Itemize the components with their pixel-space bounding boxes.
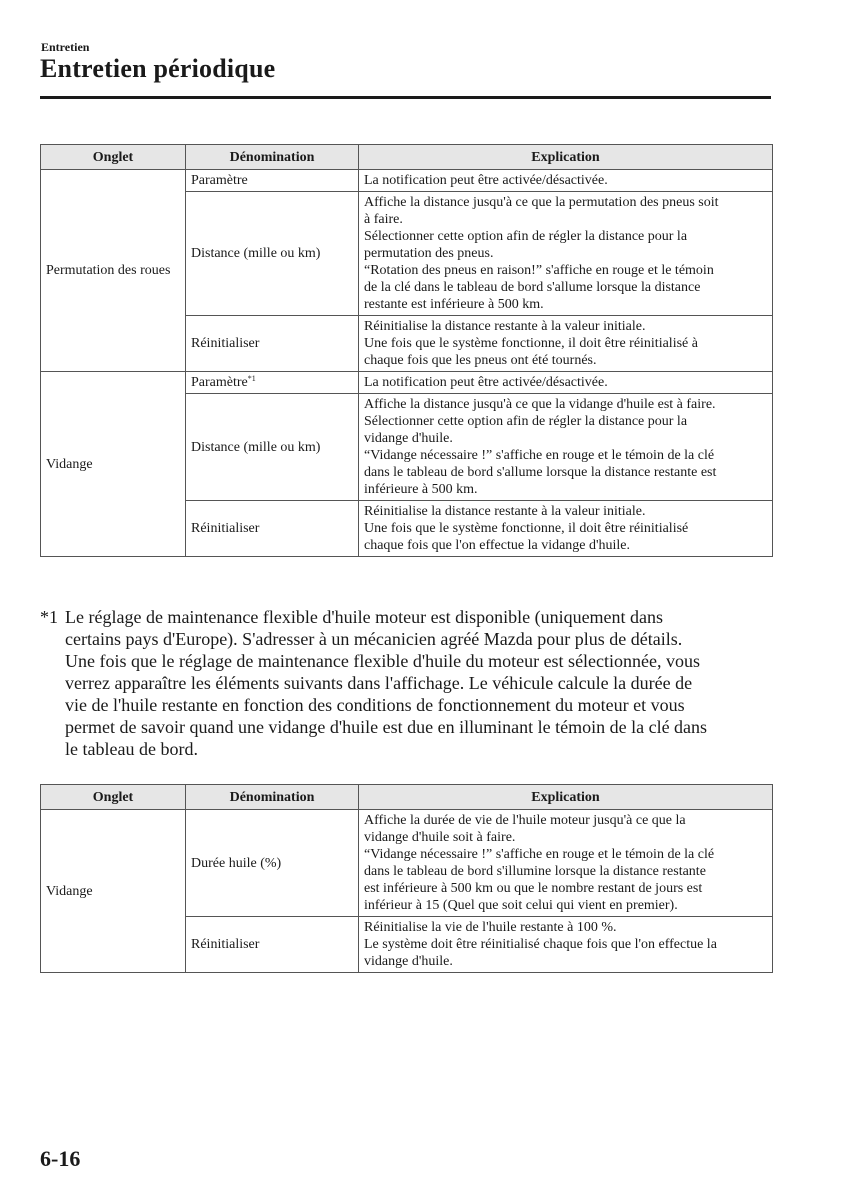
page-title: Entretien périodique — [40, 54, 276, 83]
denomination-cell — [186, 372, 359, 394]
explication-cell: Réinitialise la distance restante à la valeur initiale. Une fois que le système fonctionne, il doit être réinitialisé chaque fois que l'on effectue la vidange d'huile. — [359, 501, 773, 557]
footnote-text: Le réglage de maintenance flexible d'huile moteur est disponible (uniquement dans certains pays d'Europe). S'adresser à un mécanicien agréé Mazda pour plus de détails. Une fois que le réglage de maintenance flexible d'huile du moteur est sélectionnée, vous verrez apparaître les éléments suivants dans l'affichage. Le véhicule calcule la durée de vie de l'huile restante en fonction des conditions de fonctionnement du moteur et vous permet de savoir quand une vidange d'huile est due en illuminant le témoin de la clé dans le tableau de bord. — [65, 607, 708, 759]
table-row — [41, 170, 773, 192]
explication-cell: La notification peut être activée/désactivée. — [359, 170, 773, 192]
column-header-explication: Explication — [359, 785, 773, 810]
title-divider — [40, 96, 771, 99]
maintenance-table-1 — [40, 144, 773, 557]
page-number: 6-16 — [40, 1146, 81, 1171]
column-header-denomination: Dénomination — [186, 785, 359, 810]
section-label: Entretien — [41, 40, 90, 54]
footnote-marker: *1 — [40, 607, 58, 627]
explication-cell: La notification peut être activée/désactivée. — [359, 372, 773, 394]
table-header-row — [41, 145, 773, 170]
column-header-explication: Explication — [359, 145, 773, 170]
onglet-cell: Permutation des roues — [41, 170, 186, 372]
onglet-cell: Vidange — [41, 372, 186, 557]
denomination-cell: Réinitialiser — [186, 316, 359, 372]
column-header-onglet: Onglet — [41, 785, 186, 810]
explication-cell: Affiche la distance jusqu'à ce que la vidange d'huile est à faire. Sélectionner cette option afin de régler la distance pour la vidange d'huile. “Vidange nécessaire !” s'affiche en rouge et le témoin de la clé dans le tableau de bord s'allume lorsque la distance restante est inférieure à 500 km. — [359, 394, 773, 501]
denomination-cell: Réinitialiser — [186, 917, 359, 973]
column-header-onglet: Onglet — [41, 145, 186, 170]
table-row — [41, 810, 773, 917]
denomination-cell: Réinitialiser — [186, 501, 359, 557]
onglet-cell: Vidange — [41, 810, 186, 973]
table-header-row — [41, 785, 773, 810]
denomination-text: Paramètre — [191, 375, 248, 390]
explication-cell: Affiche la durée de vie de l'huile moteur jusqu'à ce que la vidange d'huile soit à faire. “Vidange nécessaire !” s'affiche en rouge et le témoin de la clé dans le tableau de bord s'illumine lorsque la distance restante est inférieure à 500 km ou que le nombre restant de jours est inférieur à 15 (Quel que soit celui qui vient en premier). — [359, 810, 773, 917]
denomination-cell: Distance (mille ou km) — [186, 192, 359, 316]
footnote — [40, 606, 775, 760]
explication-cell: Affiche la distance jusqu'à ce que la permutation des pneus soit à faire. Sélectionner cette option afin de régler la distance pour la permutation des pneus. “Rotation des pneus en raison!” s'affiche en rouge et le témoin de la clé dans le tableau de bord s'allume lorsque la distance restante est inférieure à 500 km. — [359, 192, 773, 316]
footnote-reference: *1 — [247, 374, 256, 383]
explication-cell: Réinitialise la distance restante à la valeur initiale. Une fois que le système fonctionne, il doit être réinitialisé à chaque fois que les pneus ont été tournés. — [359, 316, 773, 372]
table-row — [41, 372, 773, 394]
maintenance-table-2 — [40, 784, 773, 973]
explication-cell: Réinitialise la vie de l'huile restante à 100 %. Le système doit être réinitialisé chaque fois que l'on effectue la vidange d'huile. — [359, 917, 773, 973]
column-header-denomination: Dénomination — [186, 145, 359, 170]
denomination-cell: Durée huile (%) — [186, 810, 359, 917]
denomination-cell: Paramètre — [186, 170, 359, 192]
denomination-cell: Distance (mille ou km) — [186, 394, 359, 501]
